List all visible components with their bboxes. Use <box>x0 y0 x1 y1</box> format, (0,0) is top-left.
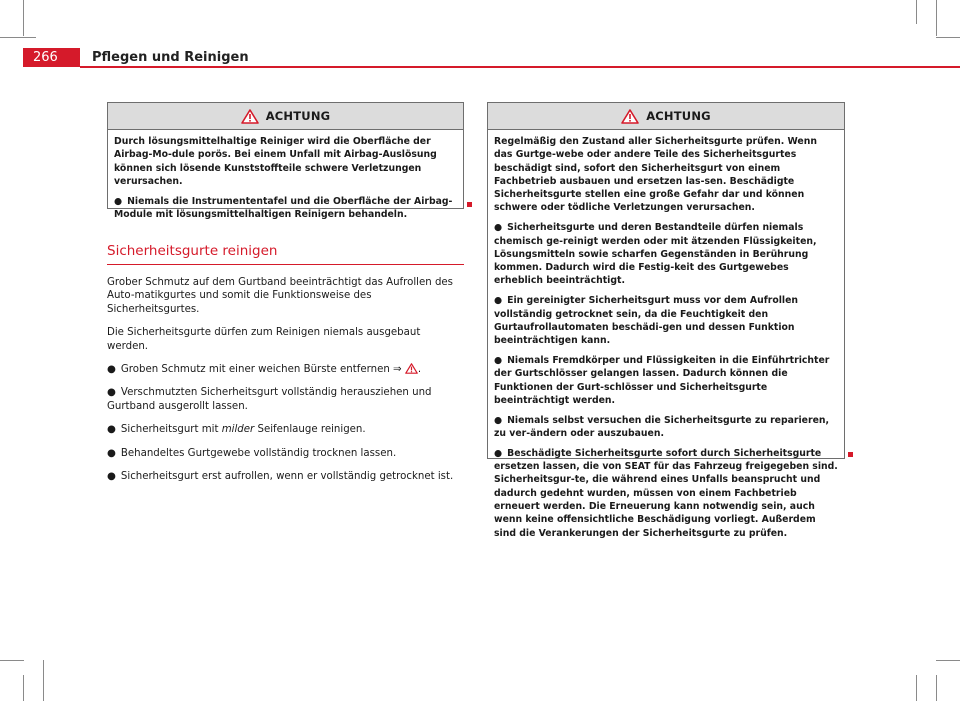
warning-bullet <box>494 414 838 441</box>
step-text: Verschmutzten Sicherheitsgurt vollständig herausziehen und Gurtband ausgerollt lassen. <box>107 387 432 412</box>
warning-bullet <box>494 447 838 540</box>
bullet-icon: ● <box>494 222 503 234</box>
bullet-icon: ● <box>494 295 503 307</box>
crop-mark <box>936 660 960 661</box>
page-number: 266 <box>23 48 80 67</box>
crop-mark <box>916 675 917 701</box>
bullet-icon: ● <box>494 354 503 366</box>
warning-bullet-text: Niemals selbst versuchen die Sicherheitsgurte zu reparieren, zu ver-ändern oder auszubauen. <box>494 414 830 439</box>
bullet-icon: ● <box>107 471 116 483</box>
bullet-icon: ● <box>114 195 123 207</box>
bullet-icon: ● <box>107 447 116 459</box>
section-end-icon <box>848 452 853 457</box>
warning-triangle-icon <box>241 109 259 124</box>
crop-mark <box>936 0 937 36</box>
warning-paragraph: Regelmäßig den Zustand aller Sicherheitsgurte prüfen. Wenn das Gurtge-webe oder andere Teile des Sicherheitsgurtes beschädigt sind, sofort den Sicherheitsgurt von einem Fachbetrieb ausbauen und ersetzen las-sen. Beschädigte Sicherheitsgurte stellen eine große Gefahr dar und können schwere oder tödliche Verletzungen verursachen. <box>494 136 817 214</box>
bullet-icon: ● <box>494 414 503 426</box>
bullet-icon: ● <box>107 424 116 436</box>
step-item <box>107 470 464 483</box>
warning-triangle-icon[interactable] <box>405 363 418 374</box>
warning-body <box>108 130 463 226</box>
bullet-icon: ● <box>107 364 116 376</box>
step-emphasis: milder <box>221 424 255 436</box>
page-title: Pflegen und Reinigen <box>92 50 249 65</box>
crop-mark <box>43 660 44 701</box>
step-text: Sicherheitsgurt mit <box>120 424 222 436</box>
warning-body <box>488 130 844 545</box>
step-text-suffix: . <box>417 364 422 376</box>
warning-box-left <box>107 102 464 220</box>
step-text: Sicherheitsgurt erst aufrollen, wenn er vollständig getrocknet ist. <box>120 471 454 483</box>
warning-triangle-icon <box>621 109 639 124</box>
step-item <box>107 447 464 460</box>
section-rule <box>107 264 464 265</box>
warning-bullet <box>114 195 457 222</box>
section-end-icon <box>467 202 472 207</box>
step-text: Seifenlauge reinigen. <box>254 424 366 436</box>
warning-box-right <box>487 102 845 539</box>
bullet-icon: ● <box>494 447 503 459</box>
warning-bullet-text: Sicherheitsgurte und deren Bestandteile dürfen niemals chemisch ge-reinigt werden oder mit ätzenden Flüssigkeiten, Lösungsmitteln sowie scharfen Gegenständen in Berührung kommen. Dadurch wird die Festig-keit des Gurtgewebes erheblich beeinträchtigt. <box>494 222 817 287</box>
step-item <box>107 423 464 436</box>
crop-mark <box>23 675 24 701</box>
warning-bullet-text: Beschädigte Sicherheitsgurte sofort durch Sicherheitsgurte ersetzen lassen, die von SEAT für das Fahrzeug freigegeben sind. Sicherheitsgur-te, die während eines Unfalls beansprucht und dadurch gedehnt wurden, müssen von einem Fachbetrieb erneuert werden. Die Erneuerung kann notwendig sein, auch wenn keine offensichtliche Beschädigung vorliegt. Außerdem sind die Verankerungen der Sicherheitsgurte zu prüfen. <box>494 447 838 539</box>
step-text: Groben Schmutz mit einer weichen Bürste entfernen ⇒ <box>120 364 402 376</box>
warning-bullet-text: Ein gereinigter Sicherheitsgurt muss vor dem Aufrollen vollständig getrocknet sein, da die Feuchtigkeit den Gurtaufrollautomaten beschädi-gen und dessen Funktion beeinträchtigen kann. <box>494 295 799 347</box>
warning-bullet <box>494 354 838 407</box>
crop-mark <box>0 660 24 661</box>
crop-mark <box>0 37 36 38</box>
warning-bullet <box>494 221 838 287</box>
warning-paragraph: Durch lösungsmittelhaltige Reiniger wird die Oberfläche der Airbag-Mo-dule porös. Bei einem Unfall mit Airbag-Auslösung können sich lösende Kunststoffteile schwere Verletzungen verursachen. <box>114 136 437 187</box>
warning-header <box>108 103 463 130</box>
section-heading: Sicherheitsgurte reinigen <box>107 243 278 259</box>
crop-mark <box>936 675 937 701</box>
crop-mark <box>23 0 24 36</box>
step-item <box>107 386 464 413</box>
warning-bullet-text: Niemals Fremdkörper und Flüssigkeiten in die Einführtrichter der Gurtschlösser gelangen lassen. Dadurch können die Funktionen der Gurt-schlösser und Sicherheitsgurte beeinträchtigt werden. <box>494 354 830 406</box>
warning-title: ACHTUNG <box>646 109 711 123</box>
warning-title: ACHTUNG <box>265 109 331 123</box>
crop-mark <box>916 0 917 24</box>
intro-paragraph: Grober Schmutz auf dem Gurtband beeinträchtigt das Aufrollen des Auto-matikgurtes und somit die Funktionsweise des Sicherheitsgurtes. <box>107 277 453 315</box>
step-text: Behandeltes Gurtgewebe vollständig trocknen lassen. <box>120 447 397 459</box>
warning-bullet <box>494 294 838 347</box>
section-content <box>107 276 464 493</box>
intro-paragraph: Die Sicherheitsgurte dürfen zum Reinigen niemals ausgebaut werden. <box>107 327 421 352</box>
bullet-icon: ● <box>107 387 116 399</box>
crop-mark <box>936 37 960 38</box>
step-item <box>107 363 464 376</box>
warning-bullet-text: Niemals die Instrumententafel und die Oberfläche der Airbag-Module mit lösungsmittelhaltigen Reinigern behandeln. <box>114 195 453 220</box>
header-rule <box>80 66 960 68</box>
warning-header <box>488 103 844 130</box>
